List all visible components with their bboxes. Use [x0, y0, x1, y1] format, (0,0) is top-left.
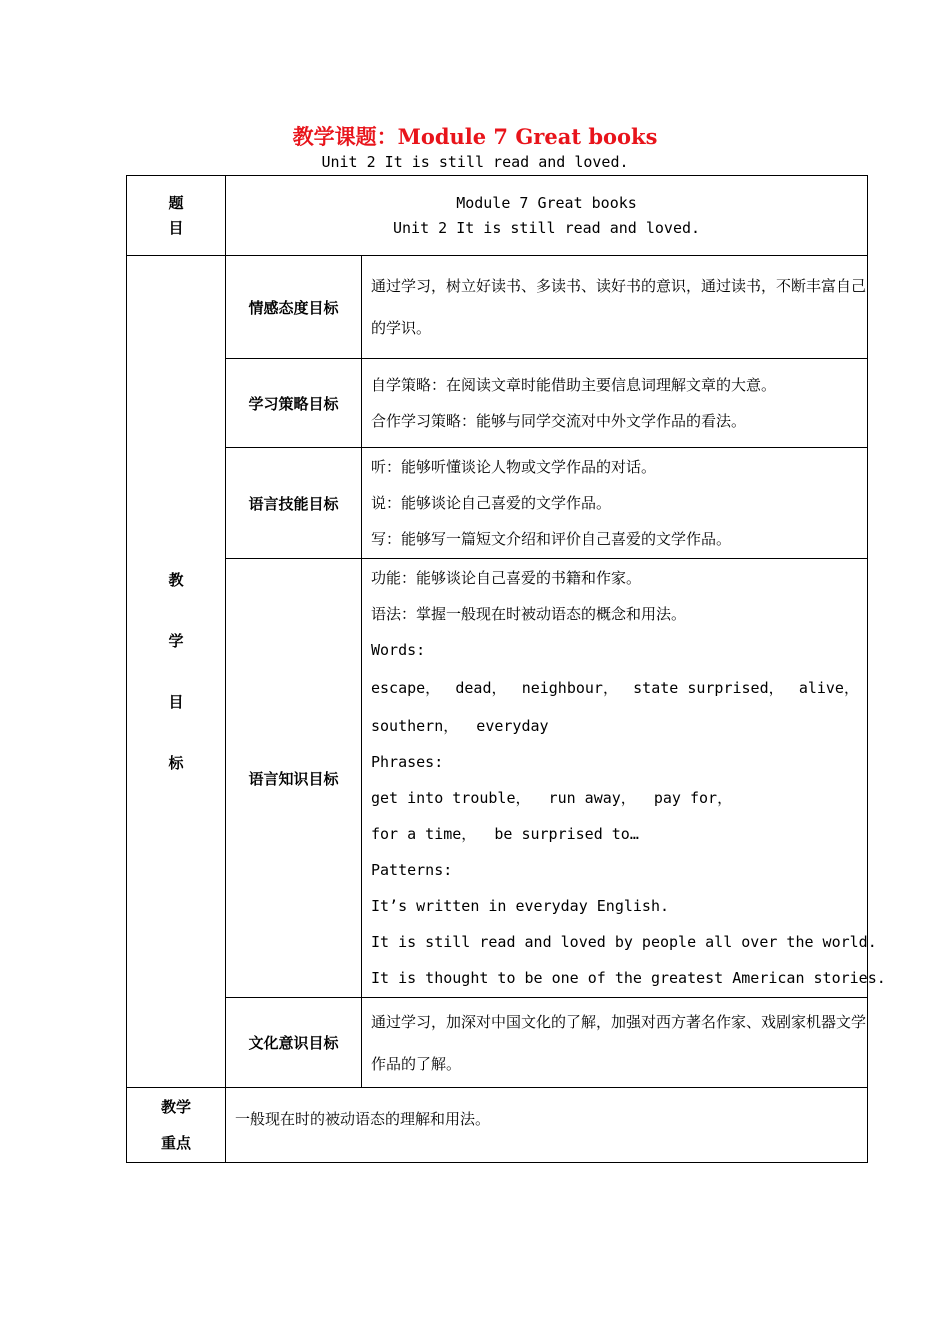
words-row-2: southern， everyday: [371, 717, 549, 735]
pattern-line: It is thought to be one of the greatest American stories.: [371, 969, 886, 987]
lesson-plan-table: [126, 175, 886, 1163]
goal-row: [127, 448, 868, 559]
phrases-label: Phrases:: [371, 753, 444, 771]
pattern-line: It’s written in everyday English.: [371, 897, 670, 915]
goal-line: 通过学习，加深对中国文化的了解，加强对西方著名作家、戏剧家机器文学作品的了解。: [371, 1012, 867, 1073]
focus-header-line: 教学: [160, 1098, 191, 1116]
goal-line: 说：能够谈论自己喜爱的文学作品。: [371, 494, 612, 512]
word-item: escape，: [371, 679, 441, 697]
goal-row: [127, 559, 868, 998]
goal-line: 通过学习，树立好读书、多读书、读好书的意识，通过读书，不断丰富自己的学识。: [371, 277, 867, 337]
document-subtitle: Unit 2 It is still read and loved.: [321, 153, 629, 171]
goals-header-char: 目: [168, 692, 184, 711]
goal-line: 写：能够写一篇短文介绍和评价自己喜爱的文学作品。: [371, 530, 732, 548]
goal-line: 听：能够听懂谈论人物或文学作品的对话。: [371, 458, 657, 476]
goal-category: 语言技能目标: [226, 448, 362, 559]
goal-content: [362, 998, 868, 1088]
goals-header-char: 标: [168, 753, 184, 772]
goal-category: 学习策略目标: [226, 359, 362, 448]
topic-header-char: 目: [168, 218, 184, 237]
goals-header-cell: [127, 256, 226, 1088]
goal-content: [362, 256, 868, 359]
topic-cell: [226, 176, 868, 256]
words-row: [371, 668, 867, 708]
goal-category: 语言知识目标: [226, 559, 362, 998]
topic-header-char: 题: [168, 193, 184, 212]
pattern-line: It is still read and loved by people all over the world.: [371, 933, 877, 951]
goal-row: [127, 998, 868, 1088]
phrase-line: for a time， be surprised to…: [371, 825, 639, 843]
goals-header-char: 学: [168, 631, 184, 650]
word-item: alive，: [798, 679, 859, 697]
document-title: 教学课题：Module 7 Great books: [292, 124, 658, 149]
phrase-line: get into trouble， run away， pay for，: [371, 789, 733, 807]
topic-header-cell: [127, 176, 226, 256]
goal-row: [127, 256, 868, 359]
words-label: Words:: [371, 641, 426, 659]
goal-content: [362, 448, 868, 559]
goal-content: [362, 559, 886, 998]
goal-line: 自学策略：在阅读文章时能借助主要信息词理解文章的大意。: [371, 376, 777, 394]
topic-row: [127, 176, 868, 256]
goals-header-char: 教: [168, 570, 184, 589]
goal-row: [127, 359, 868, 448]
word-item: neighbour，: [521, 679, 618, 697]
goal-line: 合作学习策略：能够与同学交流对中外文学作品的看法。: [371, 412, 747, 430]
topic-line: Module 7 Great books: [456, 193, 637, 212]
goal-line: 语法：掌握一般现在时被动语态的概念和用法。: [371, 605, 687, 623]
focus-header-cell: [127, 1088, 226, 1163]
patterns-label: Patterns:: [371, 861, 453, 879]
topic-line: Unit 2 It is still read and loved.: [392, 218, 701, 237]
goal-category: 情感态度目标: [226, 256, 362, 359]
focus-cell: [226, 1088, 868, 1163]
word-item: state surprised，: [633, 679, 784, 697]
focus-header-line: 重点: [160, 1134, 191, 1152]
focus-row: [127, 1088, 868, 1163]
goal-line: 功能：能够谈论自己喜爱的书籍和作家。: [371, 569, 642, 587]
goal-category: 文化意识目标: [226, 998, 362, 1088]
word-item: dead，: [455, 679, 507, 697]
goal-content: [362, 359, 868, 448]
focus-text: 一般现在时的被动语态的理解和用法。: [235, 1110, 491, 1128]
